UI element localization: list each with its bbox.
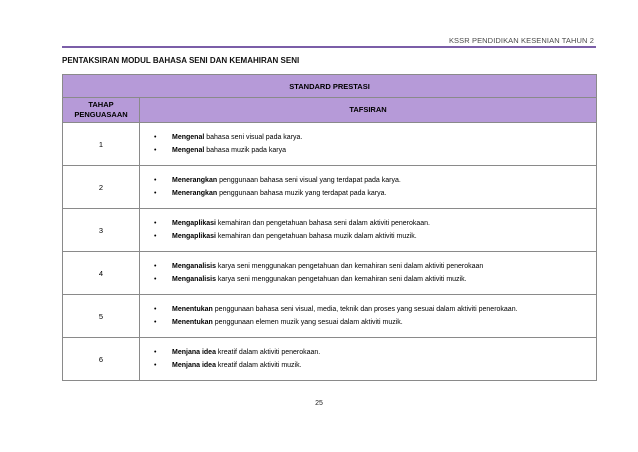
keyword: Menganalisis (172, 276, 216, 283)
level-number: 3 (63, 209, 140, 252)
bullet-icon: • (154, 306, 157, 313)
bullet-icon: • (154, 362, 157, 369)
header-rule (62, 46, 596, 48)
description-text: karya seni menggunakan pengetahuan dan kemahiran seni dalam aktiviti penerokaan (215, 263, 484, 270)
table-row (63, 123, 597, 166)
keyword: Menganalisis (172, 263, 216, 270)
description-text: karya seni menggunakan pengetahuan dan kemahiran seni dalam aktiviti muzik. (215, 276, 467, 283)
bullet-item (154, 318, 590, 327)
table-row (63, 209, 597, 252)
level-number: 5 (63, 295, 140, 338)
keyword: Mengenal (172, 134, 205, 141)
keyword: Menjana idea (172, 362, 216, 369)
standard-prestasi-table (62, 74, 597, 381)
keyword: Menerangkan (172, 177, 218, 184)
bullet-text (172, 133, 302, 142)
bullet-icon: • (154, 276, 157, 283)
description-cell (140, 338, 597, 381)
keyword: Menentukan (172, 319, 213, 326)
keyword: Mengaplikasi (172, 220, 216, 227)
standard-prestasi-header: STANDARD PRESTASI (63, 75, 597, 98)
bullet-item (154, 361, 590, 370)
description-text: kemahiran dan pengetahuan bahasa seni dalam aktiviti penerokaan. (215, 220, 431, 227)
bullet-text (172, 189, 386, 198)
description-cell (140, 209, 597, 252)
description-cell (140, 295, 597, 338)
level-number: 4 (63, 252, 140, 295)
bullet-text (172, 232, 417, 241)
document-header: KSSR PENDIDIKAN KESENIAN TAHUN 2 (448, 36, 594, 45)
keyword: Menentukan (172, 306, 213, 313)
bullet-item (154, 146, 590, 155)
table-body (63, 123, 597, 381)
bullet-item (154, 219, 590, 228)
bullet-icon: • (154, 147, 157, 154)
level-number: 6 (63, 338, 140, 381)
bullet-item (154, 189, 590, 198)
bullet-item (154, 262, 590, 271)
bullet-item (154, 232, 590, 241)
bullet-item (154, 305, 590, 314)
keyword: Menjana idea (172, 349, 216, 356)
keyword: Menerangkan (172, 190, 218, 197)
description-cell (140, 252, 597, 295)
description-cell (140, 166, 597, 209)
description-text: kreatif dalam aktiviti muzik. (215, 362, 302, 369)
keyword: Mengaplikasi (172, 233, 216, 240)
bullet-text (172, 176, 401, 185)
bullet-icon: • (154, 233, 157, 240)
bullet-text (172, 318, 403, 327)
description-text: kreatif dalam aktiviti penerokaan. (215, 349, 321, 356)
level-number: 1 (63, 123, 140, 166)
bullet-icon: • (154, 177, 157, 184)
bullet-item (154, 275, 590, 284)
bullet-text (172, 361, 302, 370)
table-row (63, 295, 597, 338)
level-number: 2 (63, 166, 140, 209)
bullet-text (172, 146, 286, 155)
description-text: penggunaan elemen muzik yang sesuai dalam aktiviti muzik. (212, 319, 403, 326)
bullet-item (154, 176, 590, 185)
bullet-item (154, 133, 590, 142)
table-row (63, 252, 597, 295)
bullet-text (172, 262, 483, 271)
description-text: kemahiran dan pengetahuan bahasa muzik dalam aktiviti muzik. (215, 233, 417, 240)
description-text: bahasa seni visual pada karya. (204, 134, 303, 141)
bullet-icon: • (154, 263, 157, 270)
bullet-icon: • (154, 220, 157, 227)
bullet-text (172, 219, 430, 228)
bullet-text (172, 275, 467, 284)
bullet-icon: • (154, 319, 157, 326)
bullet-icon: • (154, 134, 157, 141)
keyword: Mengenal (172, 147, 205, 154)
description-text: penggunaan bahasa seni visual yang terdapat pada karya. (217, 177, 401, 184)
bullet-item (154, 348, 590, 357)
column-header-level: TAHAP PENGUASAAN (63, 98, 140, 123)
description-text: penggunaan bahasa seni visual, media, teknik dan proses yang sesuai dalam aktiviti penerokaan. (212, 306, 518, 313)
description-text: penggunaan bahasa muzik yang terdapat pada karya. (217, 190, 387, 197)
description-cell (140, 123, 597, 166)
section-title: PENTAKSIRAN MODUL BAHASA SENI DAN KEMAHIRAN SENI (62, 56, 300, 65)
column-header-description: TAFSIRAN (140, 98, 597, 123)
bullet-text (172, 305, 518, 314)
table-row (63, 166, 597, 209)
bullet-icon: • (154, 349, 157, 356)
bullet-icon: • (154, 190, 157, 197)
table-row (63, 338, 597, 381)
page-number: 25 (315, 400, 323, 407)
bullet-text (172, 348, 320, 357)
description-text: bahasa muzik pada karya (204, 147, 287, 154)
